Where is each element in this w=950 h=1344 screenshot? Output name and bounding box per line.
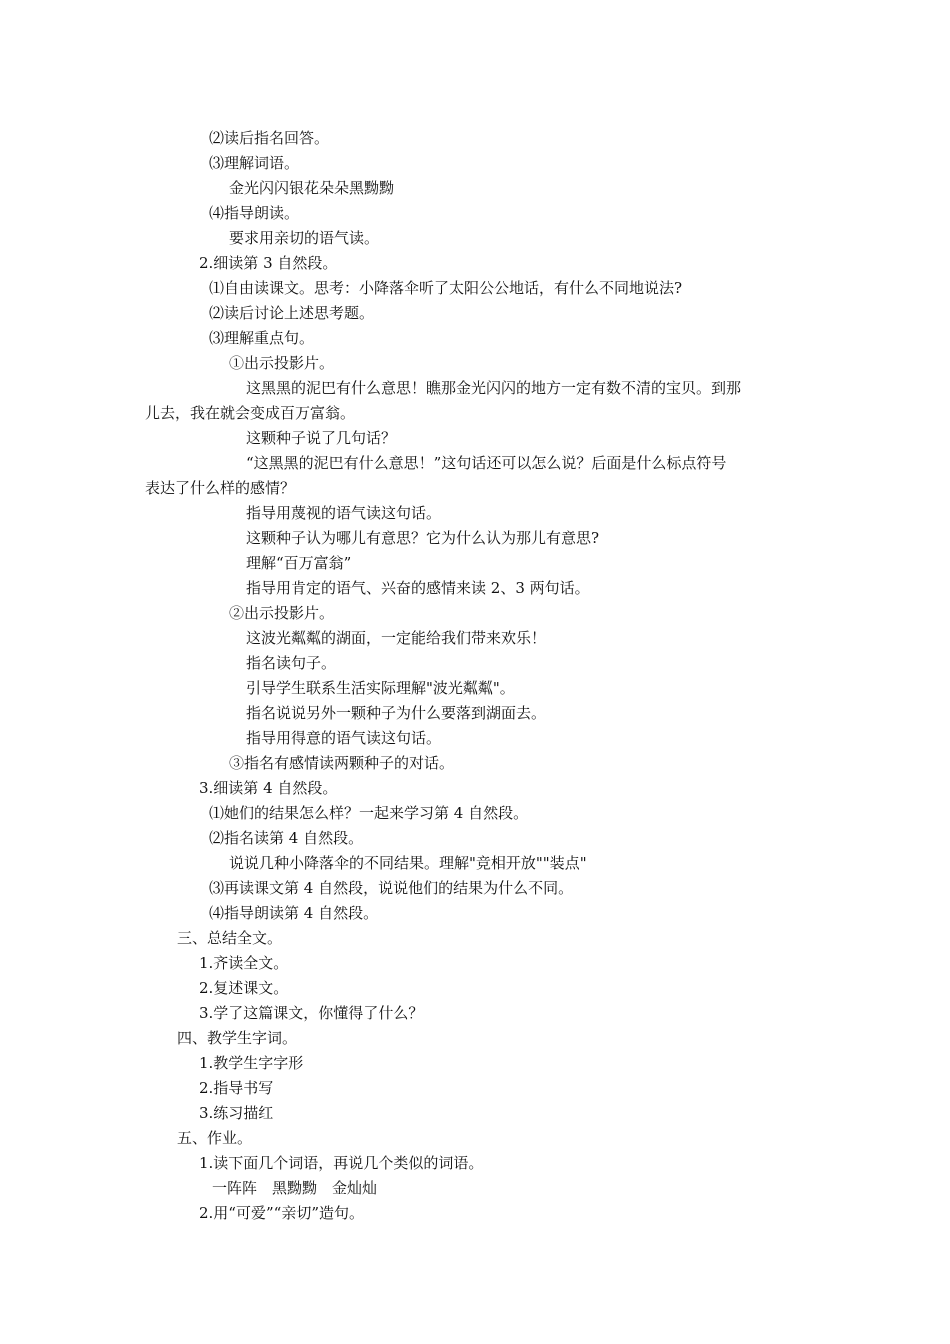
text-line: “这黑黑的泥巴有什么意思！”这句话还可以怎么说？后面是什么标点符号 [246,454,727,472]
text-line: 金光闪闪银花朵朵黑黝黝 [229,179,395,197]
text-line: 指名读句子。 [246,654,337,672]
text-line: 3.学了这篇课文，你懂得了什么？ [199,1004,424,1022]
text-line: ⑴自由读课文。思考：小降落伞听了太阳公公地话，有什么不同地说法? [209,279,683,297]
text-line: ⑶理解重点句。 [209,329,315,347]
text-line: ⑴她们的结果怎么样？一起来学习第 4 自然段。 [209,804,529,822]
text-line: 3.练习描红 [199,1104,274,1122]
section-heading: 三、总结全文。 [177,929,283,947]
text-line: 这波光粼粼的湖面，一定能给我们带来欢乐！ [246,629,547,647]
text-line: ①出示投影片。 [229,354,335,372]
text-line: 一阵阵 黑黝黝 金灿灿 [212,1179,378,1197]
text-line: 1.读下面几个词语，再说几个类似的词语。 [199,1154,484,1172]
text-line: 指导用得意的语气读这句话。 [246,729,442,747]
section-heading: 五、作业。 [177,1129,253,1147]
text-line: ③指名有感情读两颗种子的对话。 [229,754,455,772]
text-line: 儿去，我在就会变成百万富翁。 [145,404,356,422]
text-line: 表达了什么样的感情？ [145,479,296,497]
text-line: ⑷指导朗读。 [209,204,300,222]
text-line: ⑷指导朗读第 4 自然段。 [209,904,379,922]
section-heading: 四、教学生字词。 [177,1029,298,1047]
text-line: ⑶理解词语。 [209,154,300,172]
text-line: 2.细读第 3 自然段。 [199,254,338,272]
text-line: ⑵指名读第 4 自然段。 [209,829,364,847]
text-line: 指导用肯定的语气、兴奋的感情来读 2、3 两句话。 [246,579,590,597]
text-line: 这颗种子说了几句话？ [246,429,397,447]
text-line: 要求用亲切的语气读。 [229,229,380,247]
text-line: 2.用“可爱”“亲切”造句。 [199,1204,364,1222]
text-line: ⑵读后指名回答。 [209,129,330,147]
text-line: ②出示投影片。 [229,604,335,622]
text-line: 2.复述课文。 [199,979,289,997]
text-line: ⑵读后讨论上述思考题。 [209,304,375,322]
text-line: 1.齐读全文。 [199,954,289,972]
text-line: 3.细读第 4 自然段。 [199,779,338,797]
text-line: 引导学生联系生活实际理解"波光粼粼"。 [246,679,515,697]
text-line: 这黑黑的泥巴有什么意思！瞧那金光闪闪的地方一定有数不清的宝贝。到那 [246,379,742,397]
text-line: 理解“百万富翁” [246,554,352,572]
text-line: 说说几种小降落伞的不同结果。理解"竞相开放""装点" [229,854,587,872]
text-line: 这颗种子认为哪儿有意思？它为什么认为那儿有意思? [246,529,600,547]
text-line: 指导用蔑视的语气读这句话。 [246,504,442,522]
text-line: ⑶再读课文第 4 自然段，说说他们的结果为什么不同。 [209,879,574,897]
text-line: 2.指导书写 [199,1079,274,1097]
text-line: 指名说说另外一颗种子为什么要落到湖面去。 [246,704,547,722]
text-line: 1.教学生字字形 [199,1054,304,1072]
